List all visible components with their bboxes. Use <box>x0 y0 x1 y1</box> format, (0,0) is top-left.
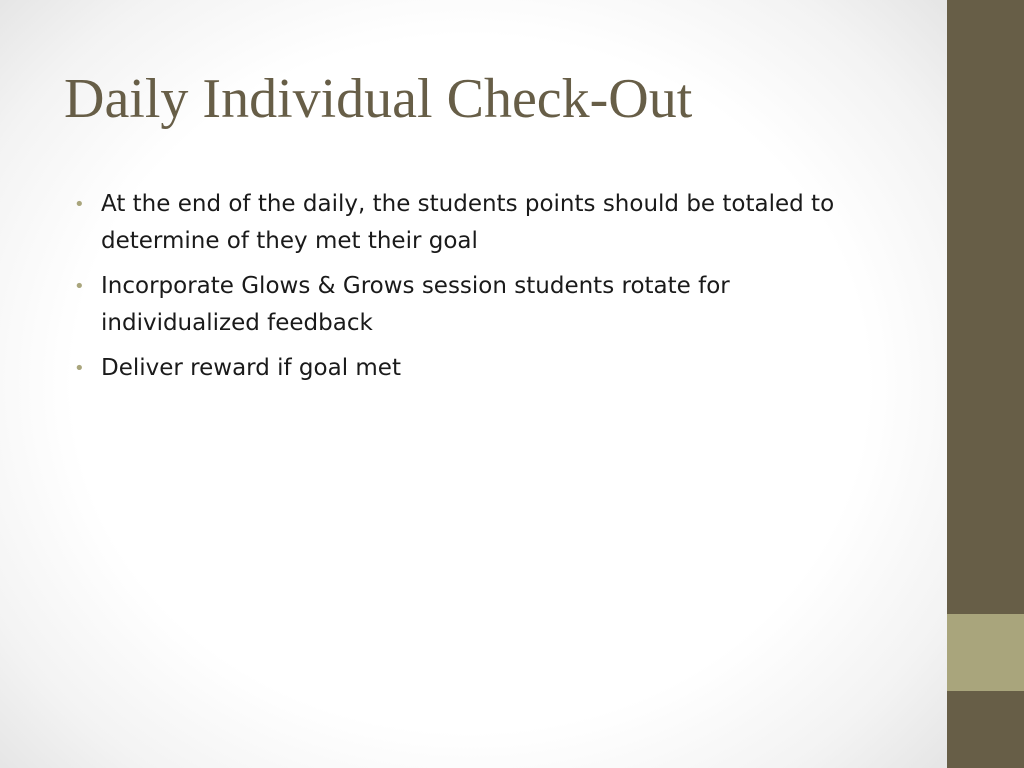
bullet-item <box>74 268 884 342</box>
side-bar-accent <box>947 614 1024 691</box>
bullet-text: Deliver reward if goal met <box>101 355 401 381</box>
bullet-item <box>74 350 884 387</box>
bullet-text: Incorporate Glows & Grows session students rotate for individualized feedback <box>101 273 730 336</box>
bullet-dot-icon: • <box>74 358 85 379</box>
slide-title: Daily Individual Check-Out <box>64 68 693 130</box>
bullet-text: At the end of the daily, the students points should be totaled to determine of they met their goal <box>101 191 835 254</box>
bullet-item <box>74 186 884 260</box>
bullet-list <box>74 186 884 395</box>
bullet-dot-icon: • <box>74 194 85 215</box>
bullet-dot-icon: • <box>74 276 85 297</box>
